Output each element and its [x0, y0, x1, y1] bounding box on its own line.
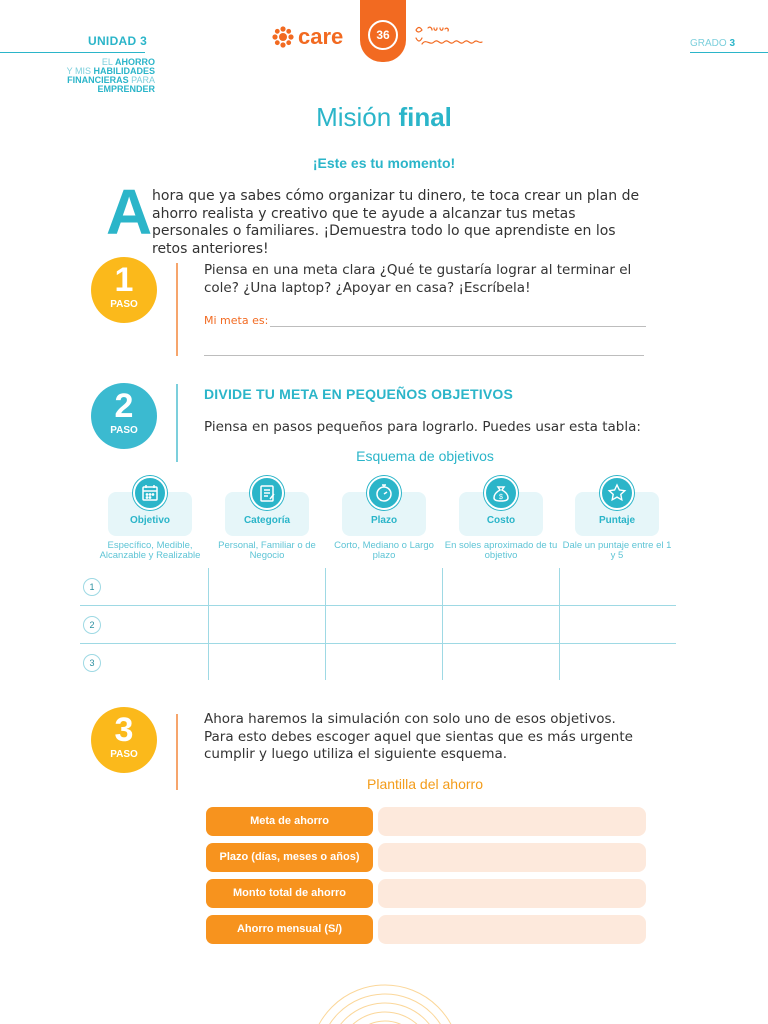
- template-field-meta[interactable]: [378, 807, 646, 836]
- step-2-number: 2: [114, 387, 134, 425]
- template-field-plazo[interactable]: [378, 843, 646, 872]
- unit-label: UNIDAD 3: [88, 34, 148, 48]
- grade-text: GRADO: [690, 38, 727, 49]
- step-1-number: 1: [114, 261, 134, 299]
- column-label-categoria: Categoría: [243, 515, 291, 526]
- column-label-costo: Costo: [486, 515, 516, 526]
- table-row[interactable]: [100, 568, 676, 605]
- template-field-mensual[interactable]: [378, 915, 646, 944]
- grade-label: [690, 38, 735, 49]
- care-logo-text: care: [298, 24, 344, 49]
- page-number: 36: [368, 20, 398, 50]
- unit-sub-4-bold: EMPRENDER: [97, 84, 155, 94]
- template-field-monto[interactable]: [378, 879, 646, 908]
- svg-text:$: $: [499, 494, 503, 501]
- step-3-badge: [91, 707, 157, 773]
- step-3-text: Ahora haremos la simulación con solo uno de esos objetivos. Para esto debes escoger aquel que sientas que es más urgente cumplir y luego utiliza el siguiente esquema.: [204, 711, 633, 762]
- step-2-badge: [91, 383, 157, 449]
- unit-sub-3-bold: FINANCIERAS: [67, 75, 129, 85]
- title-light: Misión: [316, 102, 392, 132]
- template-title: Plantilla del ahorro: [367, 776, 483, 792]
- column-desc-costo: En soles aproximado de tu objetivo: [444, 540, 558, 561]
- intro-dropcap: A: [106, 176, 153, 248]
- calendar-icon: [133, 476, 167, 510]
- table-row[interactable]: [100, 606, 676, 643]
- step-1-divider: [176, 263, 178, 356]
- template-label-meta: Meta de ahorro: [206, 807, 373, 836]
- ninas-oportunidades-logo: [412, 24, 492, 48]
- unit-sub-3-light: PARA: [131, 75, 155, 85]
- table-row-number: 2: [83, 616, 101, 634]
- unit-sub-2-light: Y MIS: [66, 66, 91, 76]
- intro-paragraph: hora que ya sabes cómo organizar tu dinero, te toca crear un plan de ahorro realista y creativo que te ayude a alcanzar tus metas personales o familiares. ¡Demuestra todo lo que aprendiste en los retos anteriores!: [152, 188, 640, 257]
- column-label-objetivo: Objetivo: [129, 515, 170, 526]
- table-row[interactable]: [100, 644, 676, 680]
- table-row-number: 1: [83, 578, 101, 596]
- column-label-plazo: Plazo: [370, 515, 398, 526]
- star-icon: [600, 476, 634, 510]
- step-2-heading: DIVIDE TU META EN PEQUEÑOS OBJETIVOS: [204, 386, 514, 402]
- column-desc-objetivo: Específico, Medible, Alcanzable y Realizable: [99, 540, 201, 561]
- page-title: [0, 102, 768, 133]
- care-logo: [272, 24, 343, 50]
- goal-field-label: Mi meta es:: [204, 314, 269, 327]
- care-burst-icon: [272, 26, 294, 48]
- checklist-icon: [250, 476, 284, 510]
- step-2-label: PASO: [110, 425, 138, 436]
- column-desc-categoria: Personal, Familiar o de Negocio: [218, 540, 316, 561]
- template-label-monto: Monto total de ahorro: [206, 879, 373, 908]
- header-divider-left: [0, 52, 145, 53]
- money-bag-icon: [484, 476, 518, 510]
- template-label-mensual: Ahorro mensual (S/): [206, 915, 373, 944]
- step-3-label: PASO: [110, 749, 138, 760]
- unit-sub-1-light: EL: [101, 57, 113, 67]
- step-1-badge: [91, 257, 157, 323]
- unit-sub-2-bold: HABILIDADES: [93, 66, 155, 76]
- unit-sub-1-bold: AHORRO: [115, 57, 155, 67]
- step-1-label: PASO: [110, 299, 138, 310]
- timer-icon: [367, 476, 401, 510]
- goal-input-line-2[interactable]: [204, 355, 644, 356]
- table-row-number: 3: [83, 654, 101, 672]
- column-desc-plazo: Corto, Mediano o Largo plazo: [334, 540, 434, 561]
- step-1-text: Piensa en una meta clara ¿Qué te gustaría lograr al terminar el cole? ¿Una laptop? ¿Apoyar en casa? ¡Escríbela!: [204, 262, 632, 296]
- step-2-text: Piensa en pasos pequeños para lograrlo. Puedes usar esta tabla:: [204, 419, 641, 435]
- decorative-sun-icon: [300, 980, 470, 1024]
- goal-input-line-1[interactable]: [270, 326, 646, 327]
- template-label-plazo: Plazo (días, meses o años): [206, 843, 373, 872]
- column-label-puntaje: Puntaje: [598, 515, 636, 526]
- title-bold: final: [398, 102, 452, 132]
- step-3-number: 3: [114, 711, 134, 749]
- grade-number: 3: [729, 38, 736, 49]
- column-desc-puntaje: Dale un puntaje entre el 1 y 5: [562, 540, 672, 561]
- page-subtitle: ¡Este es tu momento!: [312, 155, 456, 171]
- header-divider-right: [690, 52, 768, 53]
- unit-subtitle: [60, 58, 155, 94]
- schema-title: Esquema de objetivos: [356, 448, 494, 464]
